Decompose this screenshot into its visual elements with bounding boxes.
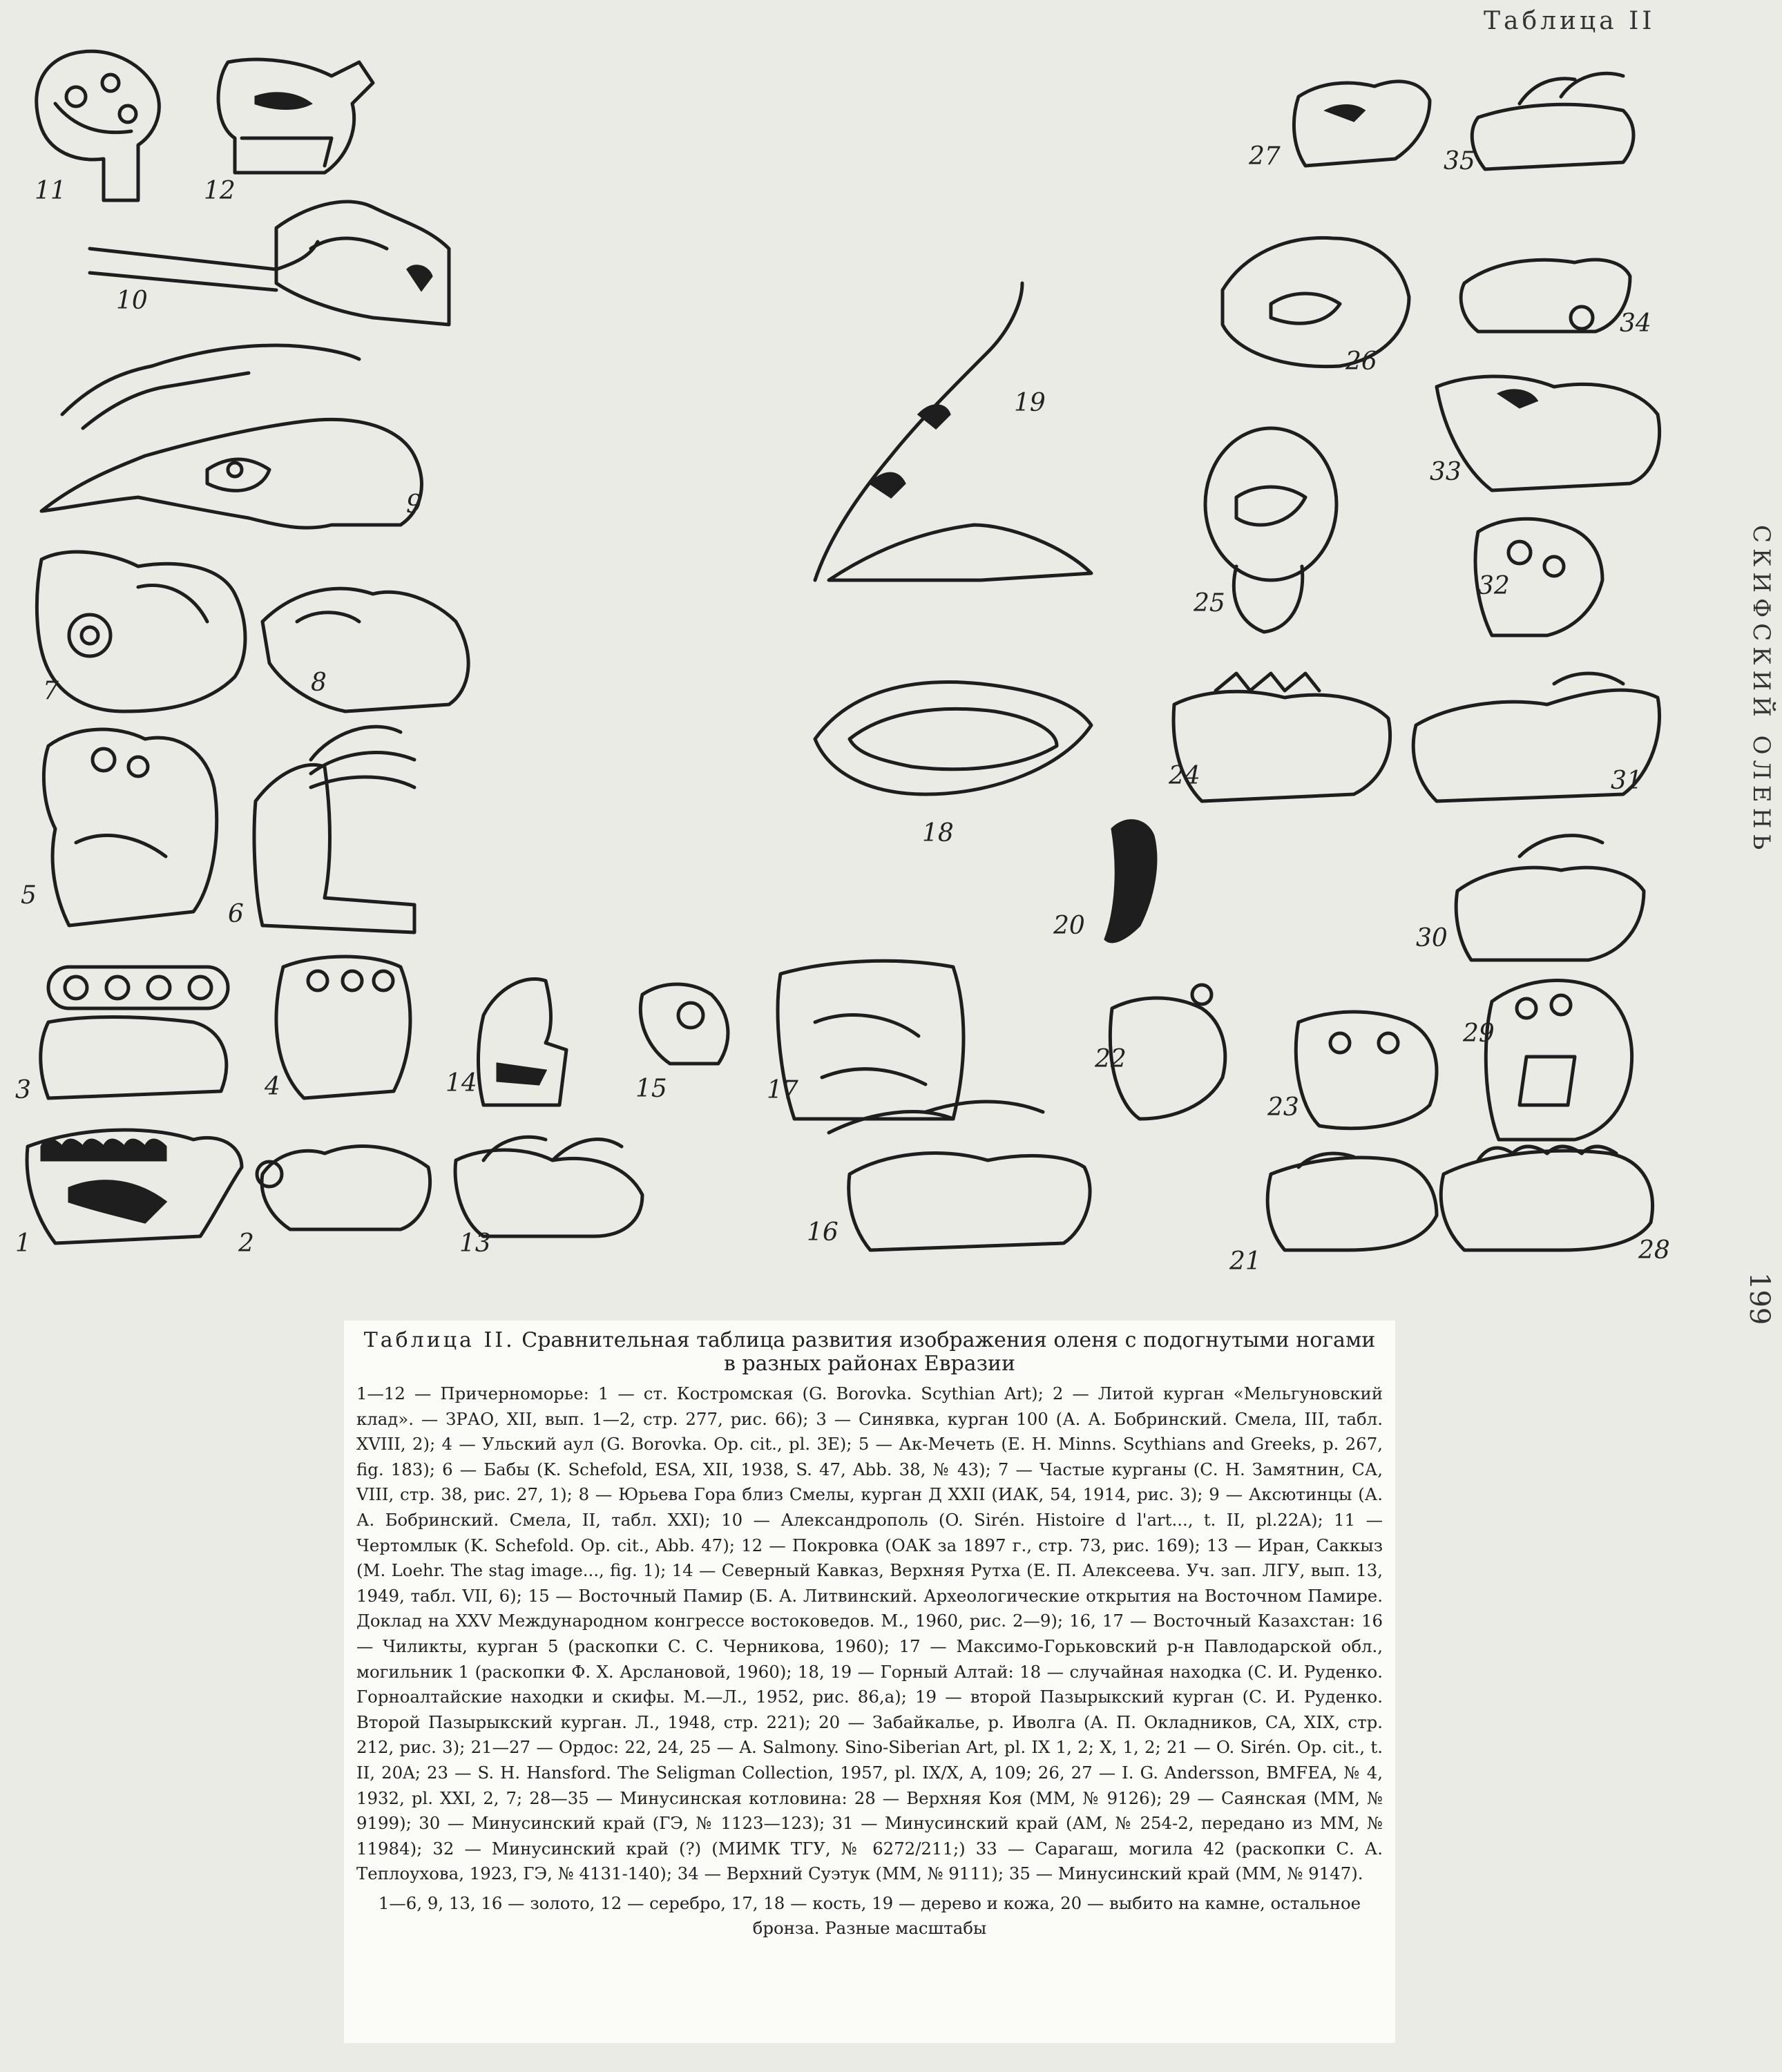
- figure-24-drawing: [1173, 673, 1390, 801]
- figure-1-drawing: [27, 1130, 242, 1243]
- figure-30-drawing: [1456, 836, 1644, 960]
- figure-label: 34: [1620, 309, 1651, 338]
- page-number: 199: [1743, 1272, 1775, 1325]
- figure-label: 35: [1444, 147, 1475, 175]
- figure-label: 22: [1095, 1045, 1127, 1073]
- figure-label: 30: [1416, 924, 1448, 952]
- figure-20-drawing: [1105, 821, 1156, 942]
- figure-28-drawing: [1441, 1147, 1652, 1250]
- figure-22-drawing: [1110, 985, 1225, 1119]
- figure-8-drawing: [262, 588, 468, 711]
- figure-26-drawing: [1223, 238, 1409, 366]
- figure-14-drawing: [479, 979, 567, 1105]
- figure-label: 2: [238, 1229, 254, 1258]
- figure-label: 28: [1638, 1236, 1670, 1265]
- caption-title-text: Сравнительная таблица развития изображения оленя с подогнутыми ногами в разных районах Евразии: [521, 1328, 1376, 1376]
- figure-label: 3: [15, 1076, 31, 1104]
- figure-5-drawing: [44, 729, 216, 925]
- figure-label: 27: [1249, 142, 1281, 171]
- figure-label: 12: [204, 177, 236, 205]
- figure-label: 20: [1053, 912, 1085, 940]
- caption-material-notes: 1—6, 9, 13, 16 — золото, 12 — серебро, 17, 18 — кость, 19 — дерево и кожа, 20 — выбито на камне, остальное бронза. Разные масштабы: [378, 1892, 1361, 1938]
- caption-box: [344, 1321, 1395, 2043]
- figure-21-drawing: [1267, 1153, 1437, 1250]
- figure-label: 13: [459, 1229, 491, 1258]
- figure-label: 9: [406, 490, 422, 519]
- figure-33-drawing: [1437, 376, 1660, 490]
- figure-label: 11: [35, 177, 66, 205]
- figure-label: 26: [1345, 347, 1377, 376]
- figure-label: 32: [1478, 572, 1510, 600]
- figure-label: 16: [807, 1218, 839, 1247]
- figure-label: 18: [922, 819, 954, 847]
- figure-label: 4: [265, 1073, 280, 1101]
- figure-2-drawing: [257, 1147, 430, 1229]
- side-title: СКИФСКИЙ ОЛЕНЬ: [1747, 525, 1775, 856]
- figure-7-drawing: [37, 552, 245, 711]
- figure-label: 33: [1430, 458, 1462, 486]
- figure-label: 29: [1463, 1019, 1495, 1048]
- figure-23-drawing: [1296, 1012, 1437, 1129]
- figure-17-drawing: [778, 961, 964, 1119]
- figure-9-drawing: [41, 345, 421, 528]
- figure-label: 24: [1169, 762, 1200, 790]
- figure-label: 19: [1014, 389, 1046, 417]
- figure-34-drawing: [1461, 260, 1630, 332]
- figure-label: 23: [1267, 1093, 1299, 1122]
- figure-label: 14: [446, 1069, 477, 1097]
- caption-references: 1—12 — Причерноморье: 1 — ст. Костромская (G. Borovka. Scythian Art); 2 — Литой курган «Мельгуновский клад». — ЗРАО, XII, вып. 1—2, стр. 277, рис. 66); 3 — Синявка, курган 100 (А. А. Бобринский. Смела, III, табл. XVIII, 2); 4 — Ульский аул (G. Borovka. Op. cit., pl. 3E); 5 — Ак-Мечеть (E. H. Minns. Scythians and Greeks, p. 267, fig. 183); 6 — Бабы (K. Schefold, ESA, XII, 1938, S. 47, Abb. 38, № 43); 7 — Частые курганы (С. Н. Замятнин, СА, VIII, стр. 38, рис. 27, 1); 8 — Юрьева Гора близ Смелы, курган Д XXII (ИАК, 54, 1914, рис. 3); 9 — Аксютинцы (А. А. Бобринский. Смела, II, табл. XXI); 10 — Александрополь (O. Sirén. Histoire d l'art..., t. II, pl.22A); 11 — Чертомлык (K. Schefold. Op. cit., Abb. 47); 12 — Покровка (ОАК за 1897 г., стр. 73, рис. 169); 13 — Иран, Саккыз (M. Loehr. The stag image..., fig. 1); 14 — Северный Кавказ, Верхняя Рутха (Е. П. Алексеева. Уч. зап. ЛГУ, вып. 13, 1949, табл. VII, 6); 15 — Восточный Памир (Б. А. Литвинский. Археологические открытия на Восточном Памире. Доклад на XXV Международном конгрессе востоковедов. М., 1960, рис. 2—9); 16, 17 — Восточный Казахстан: 16 — Чиликты, курган 5 (раскопки С. С. Черникова, 1960); 17 — Максимо-Горьковский р-н Павлодарской обл., могильник 1 (раскопки Ф. Х. Арслановой, 1960); 18, 19 — Горный Алтай: 18 — случайная находка (С. И. Руденко. Горноалтайские находки и скифы. М.—Л., 1952, рис. 86,а); 19 — второй Пазырыкский курган (С. И. Руденко. Второй Пазырыкский курган. Л., 1948, стр. 221); 20 — Забайкалье, р. Иволга (А. П. Окладников, СА, XIX, стр. 212, рис. 3); 21—27 — Ордос: 22, 24, 25 — A. Salmony. Sino-Siberian Art, pl. IX 1, 2; X, 1, 2; 21 — O. Sirén. Op. cit., t. II, 20A; 23 — S. H. Hansford. The Seligman Collection, 1957, pl. IX/X, A, 109; 26, 27 — I. G. Andersson, BMFEA, № 4, 1932, pl. XXI, 2, 7; 28—35 — Минусинская котловина: 28 — Верхняя Коя (ММ, № 9126); 29 — Саянская (ММ, № 9199); 30 — Минусинский край (ГЭ, № 1123—123); 31 — Минусинский край (АМ, № 254-2, передано из ММ, № 11984); 32 — Минусинский край (?) (МИМК ТГУ, № 6272/211;) 33 — Сарагаш, могила 42 (раскопки С. А. Теплоухова, 1923, ГЭ, № 4131-140); 34 — Верхний Суэтук (ММ, № 9111); 35 — Минусинский край (ММ, № 9147).: [356, 1383, 1383, 1884]
- figure-35-drawing: [1472, 73, 1634, 169]
- figure-label: 25: [1194, 589, 1225, 617]
- figure-18-drawing: [815, 682, 1091, 794]
- figure-6-drawing: [254, 727, 414, 932]
- figure-label: 21: [1229, 1247, 1261, 1276]
- figure-label: 6: [228, 900, 244, 928]
- figure-label: 10: [116, 287, 148, 315]
- figure-4-drawing: [276, 957, 410, 1098]
- figure-27-drawing: [1294, 81, 1430, 166]
- running-head: Таблица II: [1484, 7, 1656, 35]
- caption-title-lead: Таблица II.: [363, 1328, 515, 1352]
- figure-19-drawing: [815, 283, 1091, 580]
- figure-label: 15: [635, 1075, 667, 1103]
- figure-label: 7: [43, 677, 59, 705]
- caption-title: [356, 1329, 1383, 1376]
- figure-13-drawing: [455, 1137, 642, 1236]
- figure-12-drawing: [218, 59, 373, 173]
- figure-29-drawing: [1486, 981, 1631, 1140]
- figure-15-drawing: [640, 984, 728, 1064]
- figure-label: 17: [767, 1076, 798, 1104]
- figure-label: 31: [1611, 767, 1642, 795]
- figure-label: 8: [311, 669, 327, 697]
- figure-3-drawing: [41, 967, 228, 1098]
- figure-label: 1: [15, 1229, 31, 1258]
- figure-16-drawing: [829, 1102, 1090, 1250]
- figure-label: 5: [21, 881, 37, 910]
